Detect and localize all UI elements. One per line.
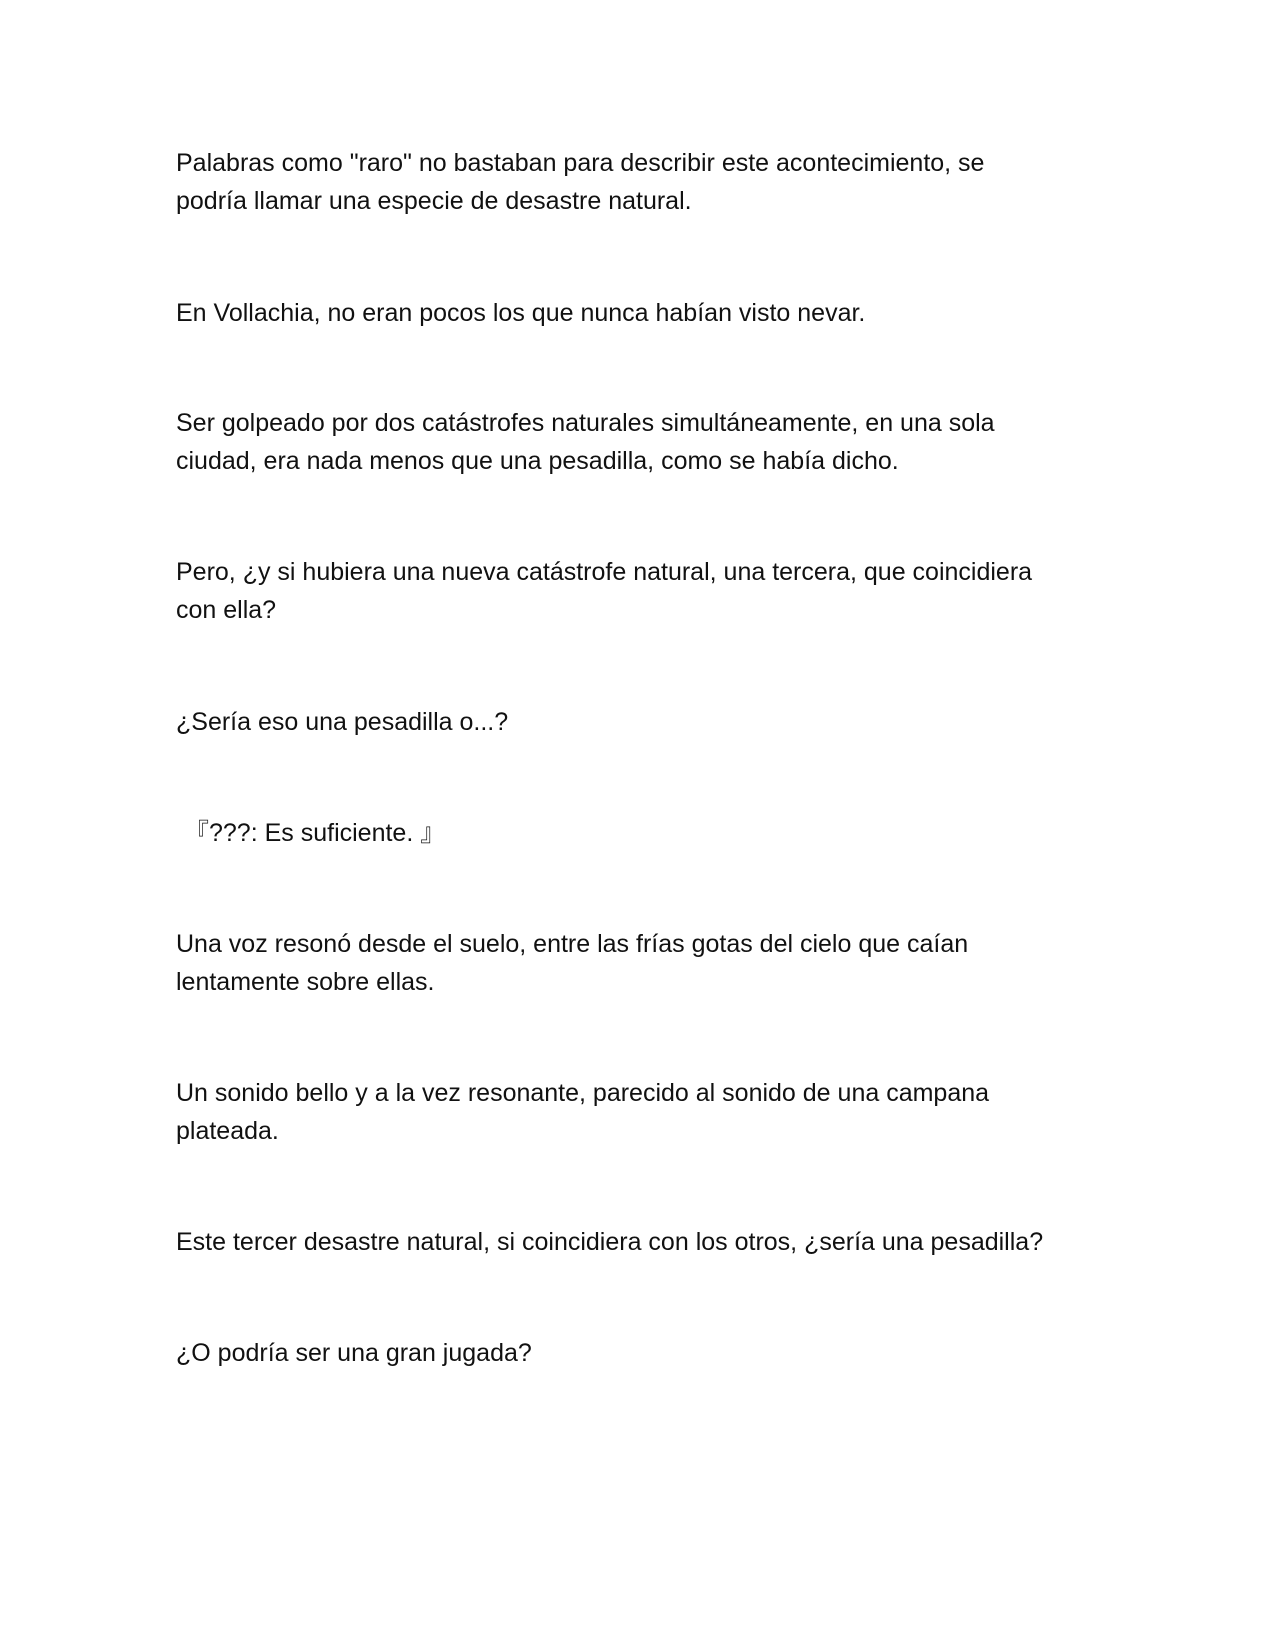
paragraph-9 [176, 1223, 1116, 1261]
paragraph-line: ciudad, era nada menos que una pesadilla, como se había dicho. [176, 447, 899, 475]
paragraph-line: ¿Sería eso una pesadilla o...? [176, 708, 509, 736]
paragraph-line: Pero, ¿y si hubiera una nueva catástrofe natural, una tercera, que coincidiera [176, 558, 1033, 586]
paragraph-line: Este tercer desastre natural, si coincidiera con los otros, ¿sería una pesadilla? [176, 1228, 1044, 1256]
paragraph-line: ¿O podría ser una gran jugada? [176, 1339, 532, 1367]
paragraph-line: podría llamar una especie de desastre natural. [176, 187, 692, 215]
paragraph-line: con ella? [176, 596, 277, 624]
paragraph-2 [176, 294, 1116, 332]
paragraph-line: plateada. [176, 1117, 279, 1145]
paragraph-line: En Vollachia, no eran pocos los que nunca habían visto nevar. [176, 299, 866, 327]
paragraph-line: 『???: Es suficiente. 』 [184, 819, 446, 847]
paragraph-line: lentamente sobre ellas. [176, 968, 435, 996]
paragraph-line: Palabras como "raro" no bastaban para describir este acontecimiento, se [176, 149, 985, 177]
paragraph-8 [176, 1074, 1116, 1150]
paragraph-line: Ser golpeado por dos catástrofes naturales simultáneamente, en una sola [176, 409, 995, 437]
paragraph-3 [176, 404, 1116, 480]
paragraph-line: Un sonido bello y a la vez resonante, parecido al sonido de una campana [176, 1079, 990, 1107]
paragraph-line: Una voz resonó desde el suelo, entre las frías gotas del cielo que caían [176, 930, 969, 958]
dialogue-line [184, 814, 1124, 852]
paragraph-5 [176, 703, 1116, 741]
paragraph-10 [176, 1334, 1116, 1372]
paragraph-1 [176, 144, 1116, 220]
paragraph-4 [176, 553, 1116, 629]
paragraph-7 [176, 925, 1116, 1001]
